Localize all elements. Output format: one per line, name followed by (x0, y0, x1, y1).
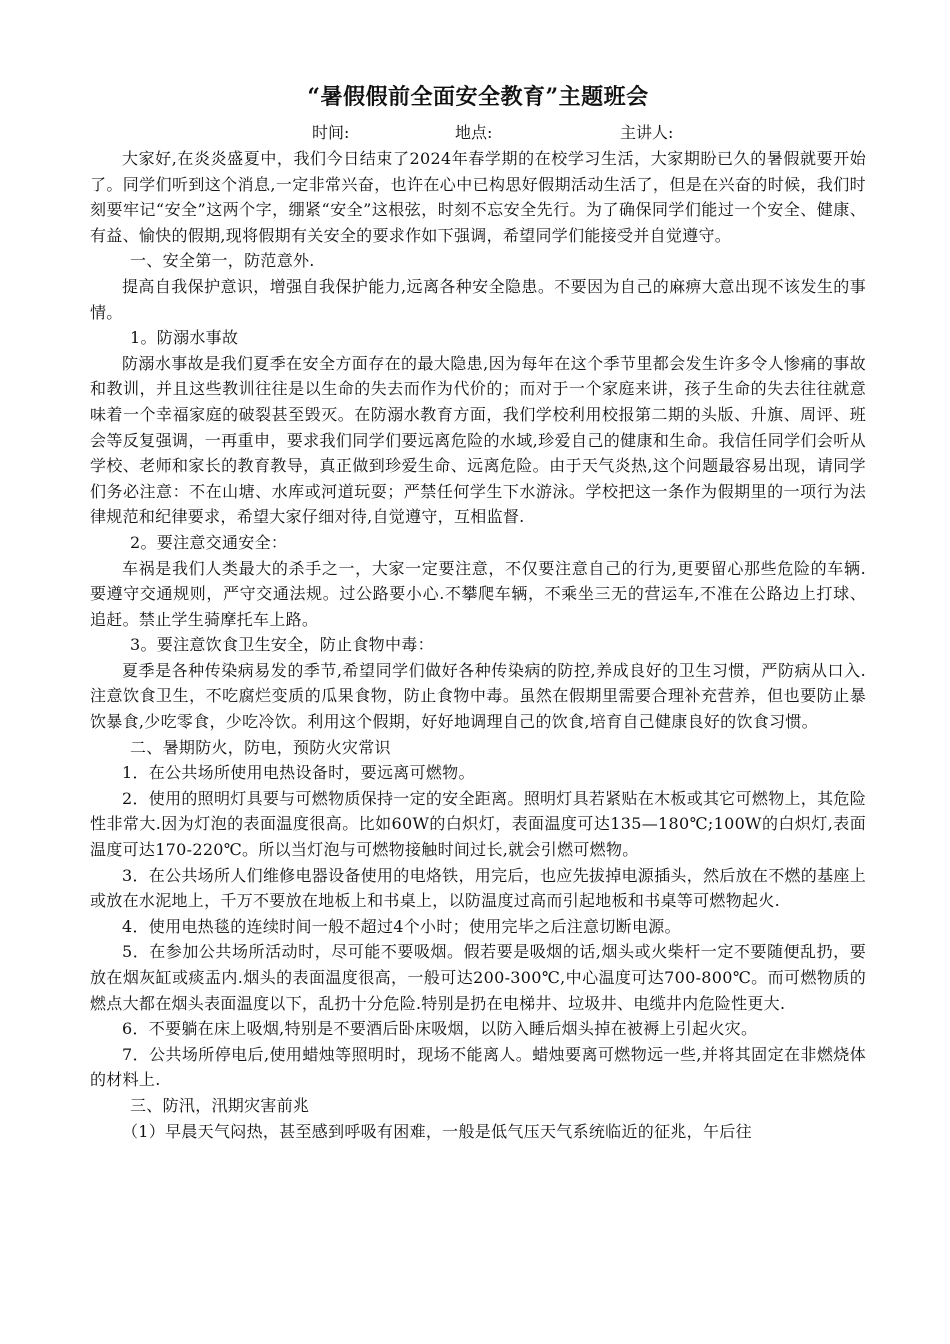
body-paragraph: （1）早晨天气闷热，甚至感到呼吸有困难，一般是低气压天气系统临近的征兆，午后往 (122, 1121, 752, 1141)
meta-line (90, 120, 866, 146)
place-label: 地点: (455, 123, 493, 142)
speaker-label: 主讲人: (620, 123, 674, 142)
document-title: “暑假假前全面安全教育”主题班会 (307, 84, 649, 110)
section-heading: 3。要注意饮食卫生安全，防止食物中毒： (130, 635, 434, 655)
body-paragraph: 1．在公共场所使用电热设备时，要远离可燃物。 (122, 763, 475, 783)
body-paragraph: 4．使用电热毯的连续时间一般不超过4个小时；使用完毕之后注意切断电源。 (122, 916, 681, 936)
document-page (90, 82, 866, 1144)
body-paragraph: 提高自我保护意识，增强自我保护能力,远离各种安全隐患。不要因为自己的麻痹大意出现不该发生的事情。 (90, 276, 866, 322)
section-heading: 2。要注意交通安全： (130, 532, 288, 552)
section-heading: 一、安全第一，防范意外. (130, 251, 315, 271)
body-paragraph: 7．公共场所停电后,使用蜡烛等照明时，现场不能离人。蜡烛要离可燃物远一些,并将其固定在非燃烧体的材料上. (90, 1044, 866, 1090)
body-paragraph: 车祸是我们人类最大的杀手之一，大家一定要注意，不仅要注意自己的行为,更要留心那些危险的车辆.要遵守交通规则，严守交通法规。过公路要小心.不攀爬车辆，不乘坐三无的营运车,不准在公路边上打球、追赶。禁止学生骑摩托车上路。 (90, 558, 866, 629)
body-paragraph: 5．在参加公共场所活动时，尽可能不要吸烟。假若要是吸烟的话,烟头或火柴杆一定不要随便乱扔，要放在烟灰缸或痰盂内.烟头的表面温度很高，一般可达200-300℃,中心温度可达700-800℃。而可燃物质的燃点大都在烟头表面温度以下，乱扔十分危险.特别是扔在电梯井、垃圾井、电缆井内危险性更大. (90, 942, 866, 1013)
document-body (90, 146, 866, 1144)
time-label: 时间: (312, 123, 350, 142)
body-paragraph: 2．使用的照明灯具要与可燃物质保持一定的安全距离。照明灯具若紧贴在木板或其它可燃物上，其危险性非常大.因为灯泡的表面温度很高。比如60W的白炽灯，表面温度可达135—180℃;100W的白炽灯,表面温度可达170-220℃。所以当灯泡与可燃物接触时间过长,就会引燃可燃物。 (90, 788, 866, 860)
body-paragraph: 3．在公共场所人们维修电器设备使用的电烙铁，用完后，也应先拔掉电源插头，然后放在不燃的基座上或放在水泥地上，千万不要放在地板上和书桌上，以防温度过高而引起地板和书桌等可燃物起火. (90, 865, 866, 911)
body-paragraph: 6．不要躺在床上吸烟,特别是不要酒后卧床吸烟，以防入睡后烟头掉在被褥上引起火灾。 (122, 1019, 758, 1039)
section-heading: 三、防汛，汛期灾害前兆 (130, 1095, 310, 1115)
body-paragraph: 夏季是各种传染病易发的季节,希望同学们做好各种传染病的防控,养成良好的卫生习惯，严防病从口入.注意饮食卫生，不吃腐烂变质的瓜果食物，防止食物中毒。虽然在假期里需要合理补充营养，但也要防止暴饮暴食,少吃零食，少吃冷饮。利用这个假期，好好地调理自己的饮食,培育自己健康良好的饮食习惯。 (90, 660, 866, 732)
body-paragraph: 大家好,在炎炎盛夏中，我们今日结束了2024年春学期的在校学习生活，大家期盼已久的暑假就要开始了。同学们听到这个消息,一定非常兴奋，也许在心中已构思好假期活动生活了，但是在兴奋的时候，我们时刻要牢记“安全”这两个字，绷紧“安全”这根弦，时刻不忘安全先行。为了确保同学们能过一个安全、健康、有益、愉快的假期,现将假期有关安全的要求作如下强调，希望同学们能接受并自觉遵守。 (90, 149, 866, 245)
body-paragraph: 防溺水事故是我们夏季在安全方面存在的最大隐患,因为每年在这个季节里都会发生许多令人惨痛的事故和教训，并且这些教训往往是以生命的失去而作为代价的；而对于一个家庭来讲，孩子生命的失去往往就意味着一个幸福家庭的破裂甚至毁灭。在防溺水教育方面，我们学校利用校报第二期的头版、升旗、周评、班会等反复强调，一再重申，要求我们同学们要远离危险的水域,珍爱自己的健康和生命。我信任同学们会听从学校、老师和家长的教育教导，真正做到珍爱生命、远离危险。由于天气炎热,这个问题最容易出现，请同学们务必注意：不在山塘、水库或河道玩耍；严禁任何学生下水游泳。学校把这一条作为假期里的一项行为法律规范和纪律要求，希望大家仔细对待,自觉遵守，互相监督. (90, 353, 866, 527)
section-heading: 二、暑期防火，防电，预防火灾常识 (130, 737, 391, 757)
section-heading: 1。防溺水事故 (130, 328, 239, 348)
